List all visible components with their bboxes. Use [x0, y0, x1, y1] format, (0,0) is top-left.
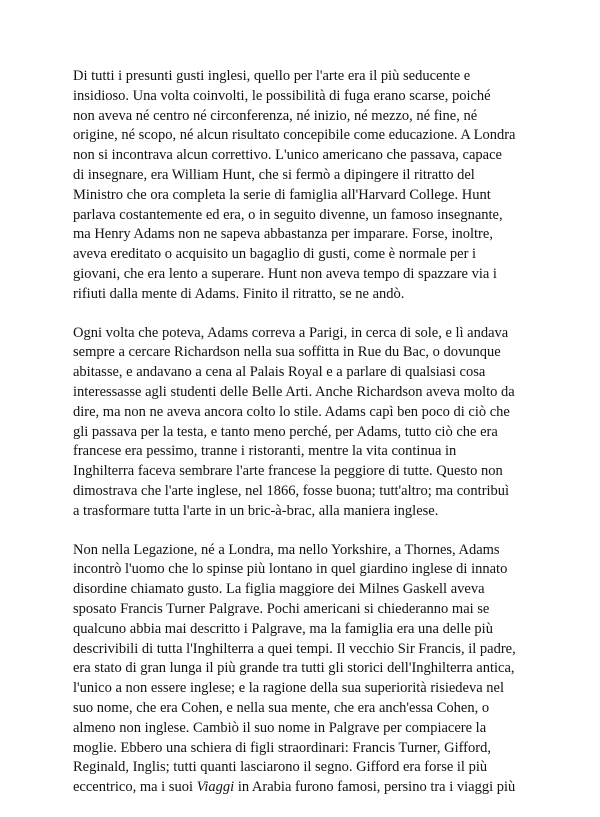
- text-line: moglie. Ebbero una schiera di figli straordinari: Francis Turner, Gifford,: [73, 739, 491, 756]
- italic-title: Viaggi: [196, 779, 235, 796]
- text-line: giovani, che era lento a superare. Hunt non aveva tempo di spazzare via i: [73, 265, 497, 282]
- text-line: di insegnare, era William Hunt, che si fermò a dipingere il ritratto del: [73, 166, 475, 183]
- text-line-last: [73, 778, 533, 798]
- text-line: dimostrava che l'arte inglese, nel 1866, fosse buona; tutt'altro; ma contribuì: [73, 482, 510, 499]
- body-text: [73, 67, 533, 817]
- text-line: l'unico a non essere inglese; e la ragione della sua superiorità risiedeva nel: [73, 680, 505, 697]
- text-line: aveva ereditato o acquisito un bagaglio di gusti, come è normale per i: [73, 246, 477, 263]
- text-line: ma Henry Adams non ne sapeva abbastanza per imparare. Forse, inoltre,: [73, 226, 493, 243]
- text-line: rifiuti dalla mente di Adams. Finito il ritratto, se ne andò.: [73, 285, 405, 302]
- paragraph-3: [73, 541, 533, 798]
- text-line: dire, ma non ne aveva ancora colto lo stile. Adams capì ben poco di ciò che: [73, 403, 510, 420]
- text-line: Non nella Legazione, né a Londra, ma nello Yorkshire, a Thornes, Adams: [73, 541, 500, 558]
- text-line: non si incontrava alcun correttivo. L'unico americano che passava, capace: [73, 147, 502, 164]
- text-fragment: eccentrico, ma i suoi: [73, 779, 197, 796]
- text-line: suo nome, che era Cohen, e nella sua mente, che era anch'essa Cohen, o: [73, 699, 490, 716]
- text-line: Reginald, Inglis; tutti quanti lasciarono il segno. Gifford era forse il più: [73, 759, 488, 776]
- text-line: Ministro che ora completa la serie di famiglia all'Harvard College. Hunt: [73, 186, 491, 203]
- paragraph-2: [73, 324, 533, 522]
- paragraph-1: [73, 67, 533, 305]
- text-line: almeno non inglese. Cambiò il suo nome in Palgrave per compiacere la: [73, 719, 487, 736]
- text-line: incontrò l'uomo che lo spinse più lontano in quel giardino inglese di innato: [73, 561, 508, 578]
- text-line: Inghilterra faceva sembrare l'arte francese la peggiore di tutte. Questo non: [73, 463, 503, 480]
- text-line: non aveva né centro né circonferenza, né inizio, né mezzo, né fine, né: [73, 107, 478, 124]
- text-line: Ogni volta che poteva, Adams correva a Parigi, in cerca di sole, e lì andava: [73, 324, 509, 341]
- text-line: a trasformare tutta l'arte in un bric-à-brac, alla maniera inglese.: [73, 502, 439, 519]
- text-line: parlava costantemente ed era, o in seguito divenne, un famoso insegnante,: [73, 206, 503, 223]
- text-line: sposato Francis Turner Palgrave. Pochi americani si chiederanno mai se: [73, 600, 490, 617]
- text-line: Di tutti i presunti gusti inglesi, quello per l'arte era il più seducente e: [73, 68, 471, 84]
- text-line: insidioso. Una volta coinvolti, le possibilità di fuga erano scarse, poiché: [73, 87, 491, 104]
- text-line: sempre a cercare Richardson nella sua soffitta in Rue du Bac, o dovunque: [73, 344, 501, 361]
- text-line: disordine chiamato gusto. La figlia maggiore dei Milnes Gaskell aveva: [73, 581, 485, 598]
- text-line: francese era pessimo, tranne i ristoranti, mentre la vita continua in: [73, 443, 457, 460]
- text-fragment: in Arabia furono famosi, persino tra i viaggi più: [234, 779, 516, 796]
- text-line: era stato di gran lunga il più grande tra tutti gli storici dell'Inghilterra antica,: [73, 660, 515, 677]
- text-line: descrivibili di tutta l'Inghilterra a quei tempi. Il vecchio Sir Francis, il padre,: [73, 640, 516, 657]
- text-line: interessasse agli studenti delle Belle Arti. Anche Richardson aveva molto da: [73, 383, 515, 400]
- text-line: abitasse, e andavano a cena al Palais Royal e a parlare di qualsiasi cosa: [73, 364, 486, 381]
- text-line: qualcuno abbia mai descritto i Palgrave, ma la famiglia era una delle più: [73, 620, 493, 637]
- text-line: origine, né scopo, né alcun risultato concepibile come educazione. A Londra: [73, 127, 516, 144]
- text-line: gli passava per la testa, e tanto meno perché, per Adams, tutto ciò che era: [73, 423, 498, 440]
